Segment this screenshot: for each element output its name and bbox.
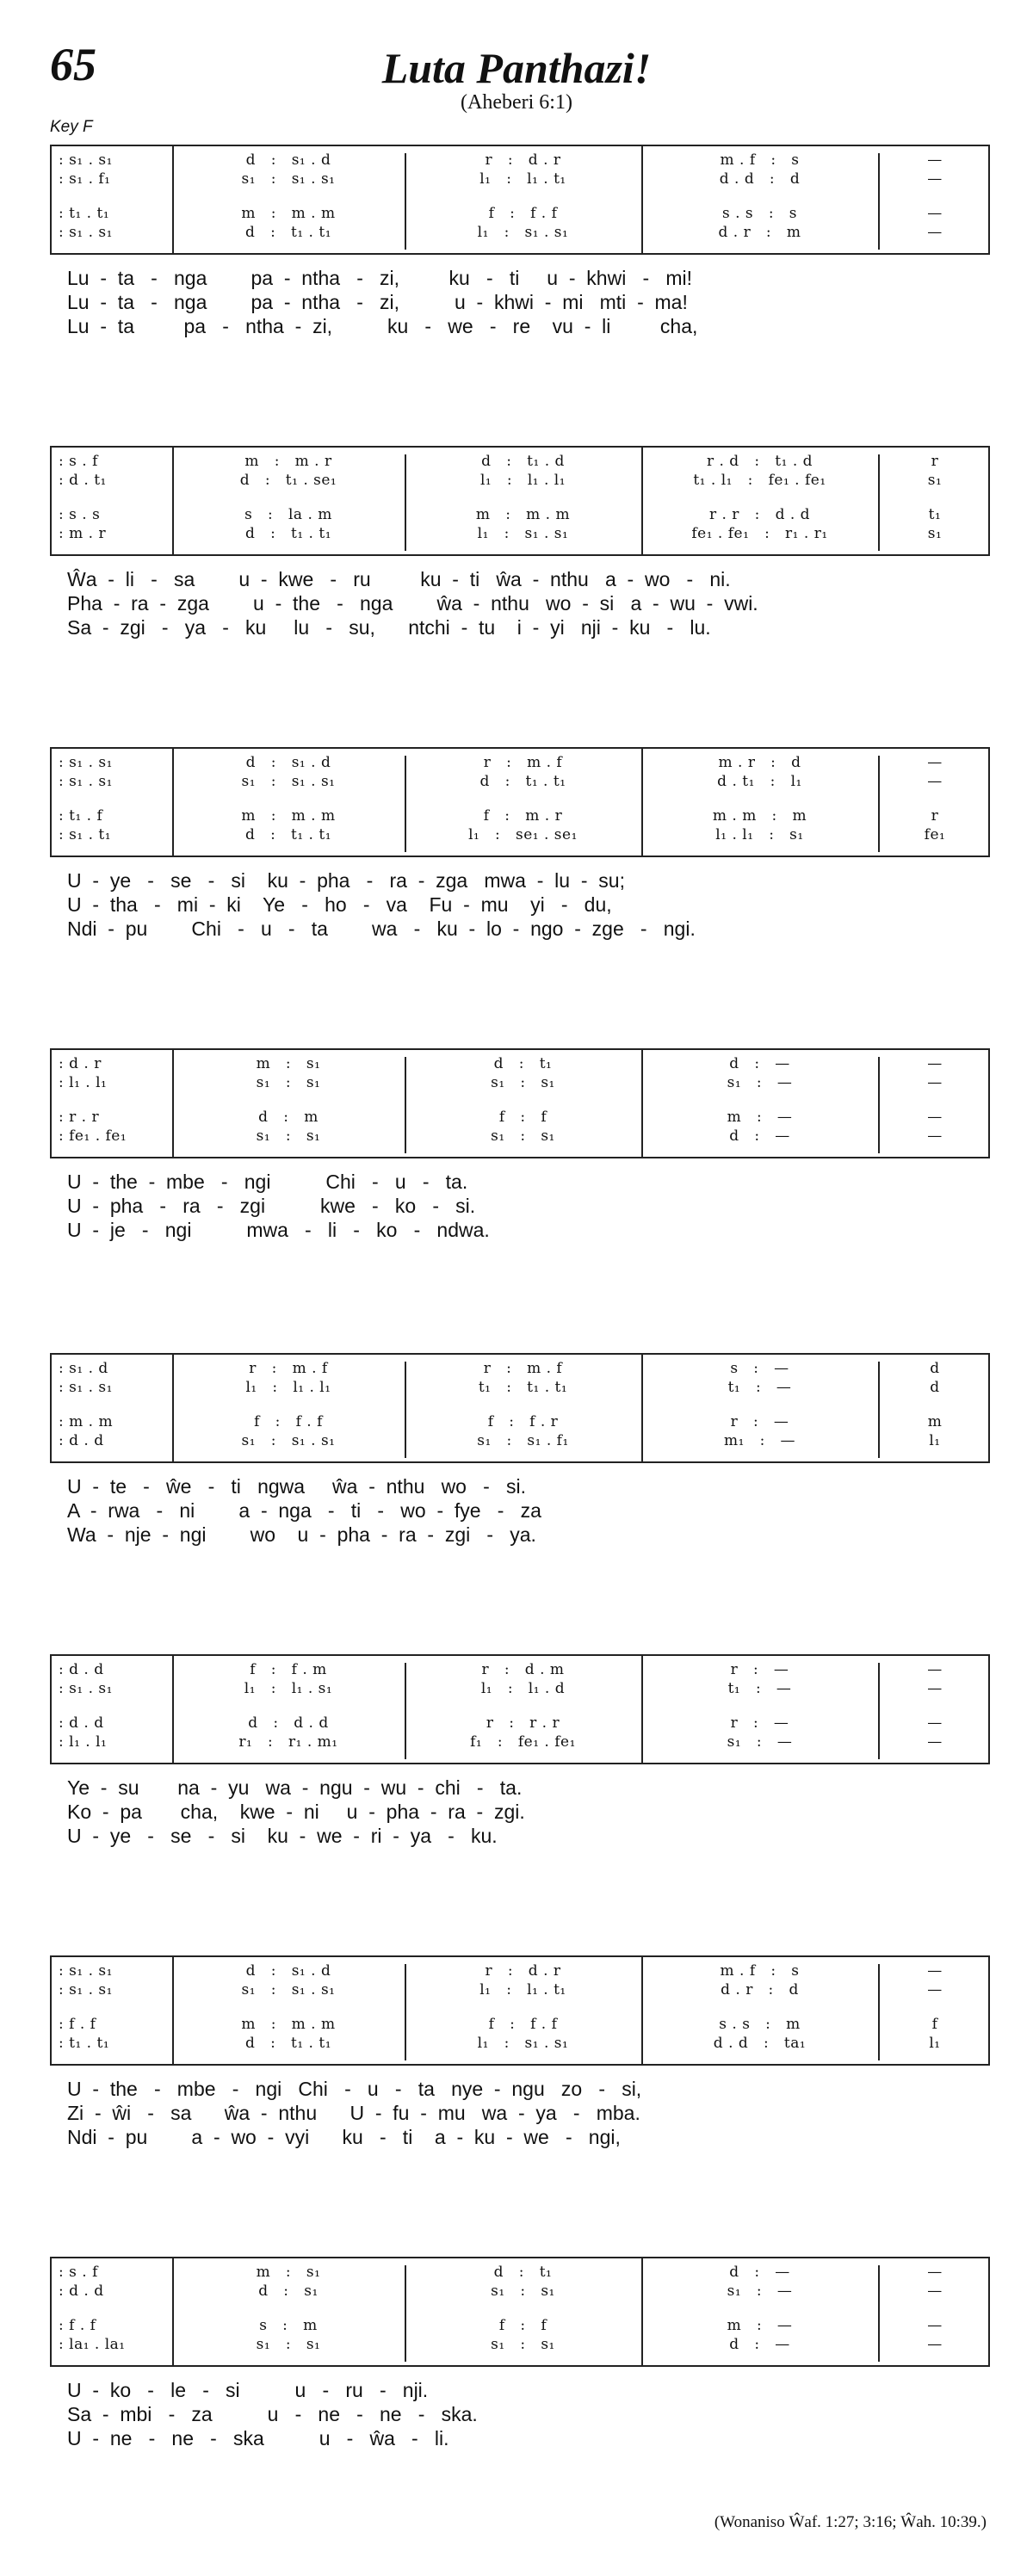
measure-notes: : t₁ . t₁ [59,2035,110,2052]
lyric-text: U - te - ŵe - ti ngwa ŵa - nthu wo - si. [67,1475,526,1498]
voice-part [52,205,988,224]
measure-notes: d : t₁ . t₁ [244,525,332,542]
measure-notes: — [927,1733,943,1751]
voice-part [52,1432,988,1451]
solfa-staff [50,145,990,255]
measure-notes: : la₁ . la₁ [59,2336,126,2353]
solfa-staff [50,1654,990,1764]
lyric-text: A - rwa - ni a - nga - ti - wo - fye - za [67,1499,541,1522]
measure-notes: — [927,2336,943,2353]
measure-notes: l₁ . l₁ : s₁ [715,826,804,843]
measure-notes: d : d . d [248,1714,329,1732]
lyric-verse-line [50,893,990,917]
measure-notes: d : t₁ [493,1055,553,1072]
lyric-text: Ndi - pu a - wo - vyi ku - ti a - ku - we - ngi, [67,2126,621,2148]
measure-notes: r : d . m [481,1661,565,1678]
voice-part [52,807,988,826]
measure-notes: s₁ : s₁ . s₁ [241,170,336,188]
measure-notes: — [927,1714,943,1732]
lyric-text: Lu - ta - nga pa - ntha - zi, ku - ti u - khwi - mi! [67,267,692,289]
voice-part [52,1379,988,1398]
measure-notes: s₁ : s₁ . s₁ [241,773,336,790]
measure-notes: f [931,2016,938,2033]
lyrics-block [50,1475,990,1547]
lyric-text: Ko - pa cha, kwe - ni u - pha - ra - zgi. [67,1801,525,1823]
measure-notes: t₁ [928,506,942,523]
music-system [50,1654,990,1849]
measure-notes: d : t₁ . d [481,453,565,470]
lyric-verse-line [50,1475,990,1499]
measure-notes: r : r . r [486,1714,560,1732]
voice-part [52,151,988,170]
music-system [50,2257,990,2451]
lyric-text: Lu - ta - nga pa - ntha - zi, u - khwi - mi mti - ma! [67,291,688,313]
measure-notes: — [927,1680,943,1697]
measure-notes: — [927,1055,943,1072]
voice-part [52,2035,988,2054]
measure-notes: s₁ : — [727,1074,793,1091]
measure-notes: s₁ : s₁ [256,1074,321,1091]
measure-notes: l₁ : l₁ . l₁ [479,472,566,489]
measure-notes: l₁ : s₁ . s₁ [477,2035,569,2052]
measure-notes: : t₁ . t₁ [59,205,110,222]
measure-notes: f₁ : fe₁ . fe₁ [470,1733,576,1751]
measure-notes: s₁ [927,472,943,489]
measure-notes: m . m : m [712,807,807,825]
measure-notes: — [927,754,943,771]
lyric-text: Zi - ŵi - sa ŵa - nthu U - fu - mu wa - ya - mba. [67,2102,640,2124]
measure-notes: d : s₁ . d [245,1962,331,1980]
measure-notes: m : m . m [241,2016,336,2033]
measure-notes: l₁ : se₁ . se₁ [468,826,578,843]
measure-notes: d [930,1360,940,1377]
measure-notes: d . r : d [721,1981,799,1998]
measure-notes: r : — [730,1714,789,1732]
measure-notes: : s . s [59,506,101,523]
measure-notes: : s₁ . s₁ [59,1379,113,1396]
measure-notes: t₁ : t₁ . t₁ [478,1379,568,1396]
measure-notes: : s₁ . t₁ [59,826,112,843]
lyric-text: Lu - ta pa - ntha - zi, ku - we - re vu - li cha, [67,315,698,337]
measure-notes: : d . d [59,1661,104,1678]
voice-part [52,1109,988,1127]
measure-notes: — [927,1981,943,1998]
measure-notes: d : — [729,2336,790,2353]
measure-notes: m : s₁ [256,1055,321,1072]
measure-notes: : d . t₁ [59,472,107,489]
voice-part [52,506,988,525]
lyric-verse-line [50,616,990,640]
measure-notes: r : m . f [483,1360,563,1377]
voice-part [52,1055,988,1074]
lyric-text: Ye - su na - yu wa - ngu - wu - chi - ta. [67,1776,523,1799]
measure-notes: s₁ : s₁ [491,2283,555,2300]
measure-notes: — [927,1074,943,1091]
measure-notes: l₁ : l₁ . t₁ [479,170,566,188]
measure-notes: — [927,2317,943,2334]
music-system [50,1353,990,1547]
measure-notes: d : s₁ . d [245,754,331,771]
voice-part [52,1074,988,1093]
measure-notes: d . r : m [718,224,801,241]
lyric-verse-line [50,2379,990,2403]
lyric-verse-line [50,1499,990,1523]
measure-notes: r : — [730,1661,789,1678]
measure-notes: : l₁ . l₁ [59,1074,108,1091]
measure-notes: d : — [729,1127,790,1145]
measure-notes: r [931,453,939,470]
measure-notes: d : t₁ . t₁ [244,2035,332,2052]
lyric-verse-line [50,592,990,616]
lyric-verse-line [50,1523,990,1547]
key-signature: Key F [50,118,93,136]
measure-notes: d [930,1379,940,1396]
measure-notes: : s₁ . d [59,1360,108,1377]
measure-notes: : s₁ . s₁ [59,151,113,169]
scripture-reference: (Aheberi 6:1) [461,91,572,114]
measure-notes: : d . r [59,1055,102,1072]
lyrics-block [50,2078,990,2150]
measure-notes: : s . f [59,2264,98,2281]
measure-notes: s₁ : s₁ [491,1127,555,1145]
measure-notes: r : — [730,1413,789,1430]
measure-notes: : l₁ . l₁ [59,1733,108,1751]
measure-notes: l₁ [929,1432,941,1449]
measure-notes: — [927,170,943,188]
lyric-text: U - ko - le - si u - ru - nji. [67,2379,429,2401]
lyric-verse-line [50,2102,990,2126]
lyric-verse-line [50,291,990,315]
voice-part [52,1127,988,1146]
voice-part [52,224,988,243]
lyric-verse-line [50,869,990,893]
measure-notes: : f . f [59,2317,96,2334]
music-system [50,145,990,339]
lyric-text: Sa - zgi - ya - ku lu - su, ntchi - tu i - yi nji - ku - lu. [67,616,711,639]
measure-notes: m : — [727,2317,793,2334]
measure-notes: : m . m [59,1413,114,1430]
measure-notes: d : t₁ . t₁ [244,826,332,843]
measure-notes: fe₁ . fe₁ : r₁ . r₁ [691,525,828,542]
measure-notes: : m . r [59,525,107,542]
measure-notes: t₁ . l₁ : fe₁ . fe₁ [693,472,826,489]
solfa-staff [50,747,990,857]
voice-part [52,2264,988,2283]
lyric-text: U - the - mbe - ngi Chi - u - ta. [67,1171,468,1193]
measure-notes: s : m [259,2317,318,2334]
lyric-verse-line [50,2078,990,2102]
lyrics-block [50,869,990,942]
measure-notes: : s . f [59,453,98,470]
lyric-verse-line [50,1825,990,1849]
voice-part [52,1360,988,1379]
voice-part [52,525,988,544]
measure-notes: s . s : m [719,2016,801,2033]
footnote-references: (Wonaniso Ŵaf. 1:27; 3:16; Ŵah. 10:39.) [714,2513,987,2531]
measure-notes: l₁ : l₁ . d [480,1680,566,1697]
lyric-verse-line [50,1171,990,1195]
measure-notes: r : d . r [485,151,561,169]
measure-notes: : s₁ . s₁ [59,1680,113,1697]
measure-notes: d : t₁ . t₁ [479,773,566,790]
measure-notes: s₁ : s₁ . f₁ [477,1432,569,1449]
measure-notes: : d . d [59,2283,104,2300]
voice-part [52,773,988,792]
measure-notes: f : f . r [487,1413,559,1430]
voice-part [52,170,988,189]
measure-notes: : s₁ . s₁ [59,754,113,771]
voice-part [52,2336,988,2355]
lyrics-block [50,1171,990,1243]
measure-notes: : s₁ . s₁ [59,1981,113,1998]
measure-notes: t₁ : — [727,1379,792,1396]
measure-notes: s . s : s [721,205,798,222]
measure-notes: s₁ : s₁ [256,2336,321,2353]
measure-notes: r . r : d . d [708,506,811,523]
measure-notes: m : m . m [475,506,571,523]
measure-notes: — [927,224,943,241]
measure-notes: r : m . f [249,1360,328,1377]
lyric-verse-line [50,2403,990,2427]
measure-notes: d . d : d [719,170,801,188]
measure-notes: f : f . f [488,205,558,222]
measure-notes: — [927,1661,943,1678]
voice-part [52,826,988,845]
voice-part [52,1981,988,2000]
lyric-text: U - ye - se - si ku - we - ri - ya - ku. [67,1825,498,1847]
voice-part [52,453,988,472]
measure-notes: d . d : ta₁ [713,2035,807,2052]
measure-notes: : f . f [59,2016,96,2033]
measure-notes: m . f : s [720,1962,800,1980]
measure-notes: s₁ : s₁ [256,1127,321,1145]
measure-notes: d : s₁ . d [245,151,331,169]
voice-part [52,1413,988,1432]
measure-notes: — [927,2264,943,2281]
lyric-verse-line [50,267,990,291]
lyric-verse-line [50,2126,990,2150]
measure-notes: s₁ : s₁ [491,1074,555,1091]
voice-part [52,1680,988,1699]
lyric-text: U - the - mbe - ngi Chi - u - ta nye - ngu zo - si, [67,2078,642,2100]
measure-notes: s₁ : s₁ . s₁ [241,1432,336,1449]
lyric-verse-line [50,917,990,942]
measure-notes: — [927,1962,943,1980]
lyric-verse-line [50,1801,990,1825]
measure-notes: f : m . r [483,807,563,825]
lyrics-block [50,2379,990,2451]
voice-part [52,1733,988,1752]
solfa-staff [50,1353,990,1463]
measure-notes: m : — [727,1109,793,1126]
measure-notes: : s₁ . s₁ [59,1962,113,1980]
measure-notes: : fe₁ . fe₁ [59,1127,127,1145]
lyric-verse-line [50,1776,990,1801]
measure-notes: d : m [258,1109,319,1126]
measure-notes: r : d . r [485,1962,561,1980]
voice-part [52,1714,988,1733]
solfa-staff [50,1955,990,2066]
measure-notes: m : m . r [244,453,332,470]
measure-notes: d : t₁ . se₁ [239,472,337,489]
measure-notes: — [927,2283,943,2300]
measure-notes: s₁ : s₁ . s₁ [241,1981,336,1998]
lyric-verse-line [50,315,990,339]
measure-notes: l₁ : s₁ . s₁ [477,224,569,241]
voice-part [52,754,988,773]
measure-notes: : t₁ . f [59,807,103,825]
measure-notes: m₁ : — [723,1432,796,1449]
measure-notes: r [931,807,939,825]
lyric-text: Ndi - pu Chi - u - ta wa - ku - lo - ngo - zge - ngi. [67,917,696,940]
lyric-text: Wa - nje - ngi wo u - pha - ra - zgi - ya. [67,1523,536,1546]
measure-notes: d : t₁ . t₁ [244,224,332,241]
lyric-text: U - tha - mi - ki Ye - ho - va Fu - mu yi - du, [67,893,612,916]
measure-notes: l₁ : l₁ . l₁ [245,1379,331,1396]
lyric-text: Ŵa - li - sa u - kwe - ru ku - ti ŵa - nthu a - wo - ni. [67,568,731,590]
measure-notes: m . r : d [718,754,801,771]
measure-notes: d . t₁ : l₁ [717,773,802,790]
measure-notes: d : — [729,1055,790,1072]
hymn-number: 65 [50,39,96,90]
music-system [50,1955,990,2150]
measure-notes: l₁ [929,2035,941,2052]
voice-part [52,1661,988,1680]
measure-notes: f : f . m [250,1661,327,1678]
lyric-text: Sa - mbi - za u - ne - ne - ska. [67,2403,478,2425]
measure-notes: : s₁ . s₁ [59,773,113,790]
lyric-verse-line [50,1195,990,1219]
lyric-verse-line [50,2427,990,2451]
measure-notes: — [927,205,943,222]
voice-part [52,2016,988,2035]
measure-notes: — [927,773,943,790]
measure-notes: d : — [729,2264,790,2281]
lyrics-block [50,267,990,339]
music-system [50,747,990,942]
lyric-text: U - je - ngi mwa - li - ko - ndwa. [67,1219,490,1241]
measure-notes: s : la . m [244,506,332,523]
measure-notes: r : m . f [483,754,563,771]
hymn-header [0,0,1033,138]
hymn-title: Luta Panthazi! [381,44,652,92]
measure-notes: r₁ : r₁ . m₁ [238,1733,338,1751]
lyric-text: Pha - ra - zga u - the - nga ŵa - nthu wo - si a - wu - vwi. [67,592,758,615]
measure-notes: m . f : s [720,151,800,169]
measure-notes: f : f [498,1109,547,1126]
voice-part [52,2317,988,2336]
measure-notes: f : f . f [254,1413,323,1430]
measure-notes: r . d : t₁ . d [706,453,813,470]
solfa-staff [50,2257,990,2367]
measure-notes: s₁ : s₁ [491,2336,555,2353]
solfa-staff [50,446,990,556]
lyrics-block [50,568,990,640]
measure-notes: : s₁ . f₁ [59,170,111,188]
measure-notes: : s₁ . s₁ [59,224,113,241]
measure-notes: : d . d [59,1432,104,1449]
measure-notes: — [927,1127,943,1145]
measure-notes: l₁ : s₁ . s₁ [477,525,569,542]
voice-part [52,1962,988,1981]
measure-notes: m [927,1413,943,1430]
measure-notes: s₁ : — [727,2283,793,2300]
measure-notes: m : s₁ [256,2264,321,2281]
measure-notes: d : s₁ [258,2283,319,2300]
measure-notes: m : m . m [241,807,336,825]
measure-notes: s₁ [927,525,943,542]
music-system [50,446,990,640]
measure-notes: — [927,1109,943,1126]
measure-notes: l₁ : l₁ . t₁ [479,1981,566,1998]
measure-notes: : d . d [59,1714,104,1732]
measure-notes: fe₁ [924,826,946,843]
lyric-verse-line [50,568,990,592]
voice-part [52,2283,988,2301]
measure-notes: f : f . f [488,2016,558,2033]
measure-notes: — [927,151,943,169]
measure-notes: m : m . m [241,205,336,222]
measure-notes: s : — [730,1360,789,1377]
measure-notes: s₁ : — [727,1733,793,1751]
voice-part [52,472,988,491]
music-system [50,1048,990,1243]
lyrics-block [50,1776,990,1849]
lyric-text: U - ye - se - si ku - pha - ra - zga mwa - lu - su; [67,869,625,892]
lyric-verse-line [50,1219,990,1243]
lyric-text: U - pha - ra - zgi kwe - ko - si. [67,1195,476,1217]
measure-notes: t₁ : — [727,1680,792,1697]
measure-notes: f : f [498,2317,547,2334]
measure-notes: l₁ : l₁ . s₁ [244,1680,333,1697]
measure-notes: : r . r [59,1109,100,1126]
lyric-text: U - ne - ne - ska u - ŵa - li. [67,2427,449,2449]
measure-notes: d : t₁ [493,2264,553,2281]
solfa-staff [50,1048,990,1158]
